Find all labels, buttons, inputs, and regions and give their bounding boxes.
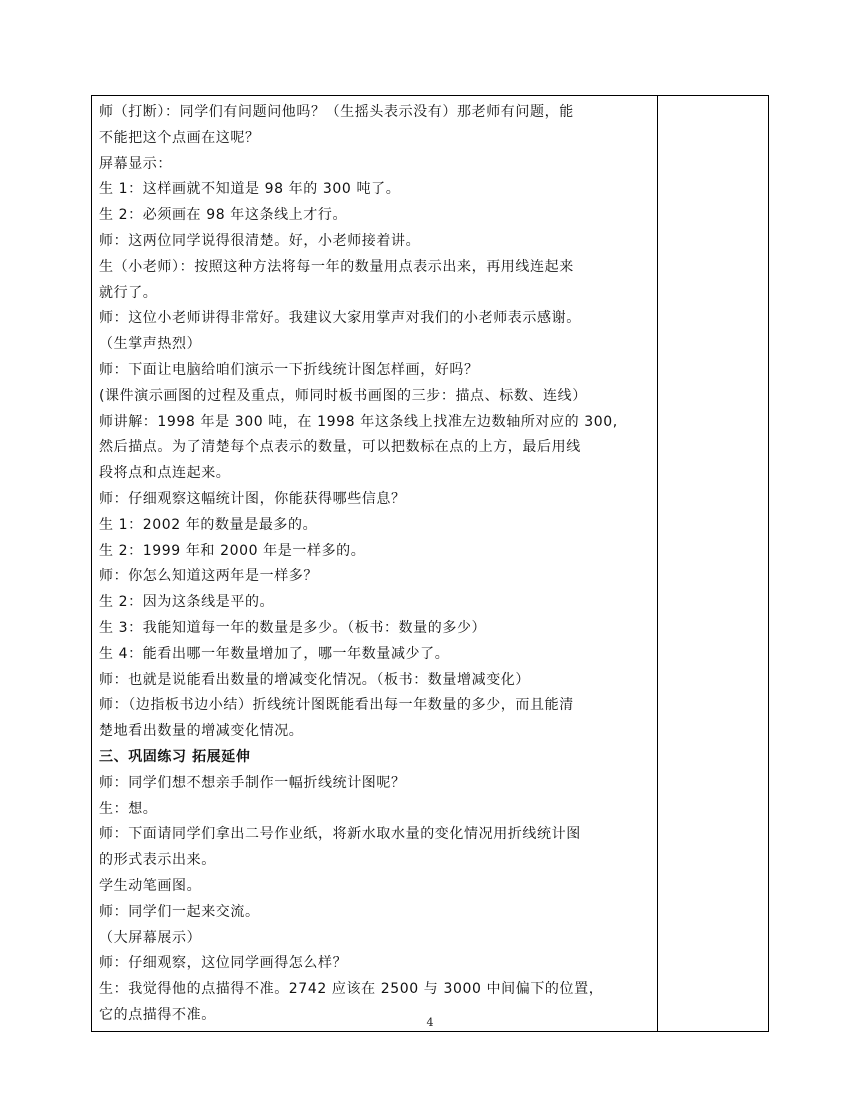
table-row	[92, 96, 769, 1032]
text-line: 师：（边指板书边小结）折线统计图既能看出每一年数量的多少，而且能清	[99, 697, 574, 714]
text-line: 师：仔细观察，这位同学画得怎么样？	[99, 955, 348, 972]
text-line: (课件演示画图的过程及重点，师同时板书画图的三步：描点、标数、连线）	[99, 387, 587, 404]
text-line: 生 2：因为这条线是平的。	[99, 594, 275, 611]
text-line: 段将点和点连起来。	[99, 465, 231, 482]
text-line: 师：这两位同学说得很清楚。好，小老师接着讲。	[99, 232, 421, 249]
text-line: 生（小老师）：按照这种方法将每一年的数量用点表示出来，再用线连起来	[99, 258, 574, 275]
text-line: 师：同学们想不想亲手制作一幅折线统计图呢？	[99, 774, 406, 791]
text-line: 它的点描得不准。	[99, 1006, 216, 1023]
text-line: 生 2：1999 年和 2000 年是一样多的。	[99, 542, 366, 559]
text-line: 师：同学们一起来交流。	[99, 903, 260, 920]
text-line: 生 1：这样画就不知道是 98 年的 300 吨了。	[99, 181, 401, 198]
text-line: 师：仔细观察这幅统计图，你能获得哪些信息？	[99, 490, 406, 507]
text-line: 楚地看出数量的增减变化情况。	[99, 723, 304, 740]
text-line: （生掌声热烈）	[99, 336, 202, 353]
text-line: 不能把这个点画在这呢？	[99, 129, 260, 146]
notes-column-cell	[657, 96, 768, 1032]
text-line: 师（打断）：同学们有问题问他吗？（生摇头表示没有）那老师有问题，能	[99, 104, 574, 120]
lesson-table	[91, 95, 769, 1032]
text-line: 生 2：必须画在 98 年这条线上才行。	[99, 207, 348, 224]
text-line: 生 4：能看出哪一年数量增加了，哪一年数量减少了。	[99, 645, 450, 662]
text-line: 师讲解：1998 年是 300 吨，在 1998 年这条线上找准左边数轴所对应的 300,	[99, 413, 618, 430]
text-line: 生：我觉得他的点描得不准。2742 应该在 2500 与 3000 中间偏下的位置，	[99, 981, 604, 998]
text-line: 师：你怎么知道这两年是一样多？	[99, 568, 318, 585]
text-line: 的形式表示出来。	[99, 852, 216, 869]
text-line: 生 1：2002 年的数量是最多的。	[99, 516, 318, 533]
lesson-transcript	[92, 96, 657, 1031]
text-line: 就行了。	[99, 284, 158, 301]
text-line: 屏幕显示：	[99, 155, 172, 172]
lesson-content-cell	[92, 96, 658, 1032]
text-line: 学生动笔画图。	[99, 877, 202, 894]
section-heading: 三、巩固练习 拓展延伸	[99, 748, 251, 765]
text-line: 师：这位小老师讲得非常好。我建议大家用掌声对我们的小老师表示感谢。	[99, 310, 581, 327]
text-line: 然后描点。为了清楚每个点表示的数量，可以把数标在点的上方，最后用线	[99, 439, 581, 456]
text-line: 生 3：我能知道每一年的数量是多少。（板书：数量的多少）	[99, 619, 487, 636]
page-number: 4	[426, 1016, 434, 1029]
text-line: 师：下面让电脑给咱们演示一下折线统计图怎样画，好吗？	[99, 361, 479, 378]
text-line: 师：下面请同学们拿出二号作业纸，将新水取水量的变化情况用折线统计图	[99, 826, 581, 843]
text-line: 师：也就是说能看出数量的增减变化情况。（板书：数量增减变化）	[99, 671, 530, 688]
text-line: 生：想。	[99, 800, 158, 817]
text-line: （大屏幕展示）	[99, 929, 202, 946]
